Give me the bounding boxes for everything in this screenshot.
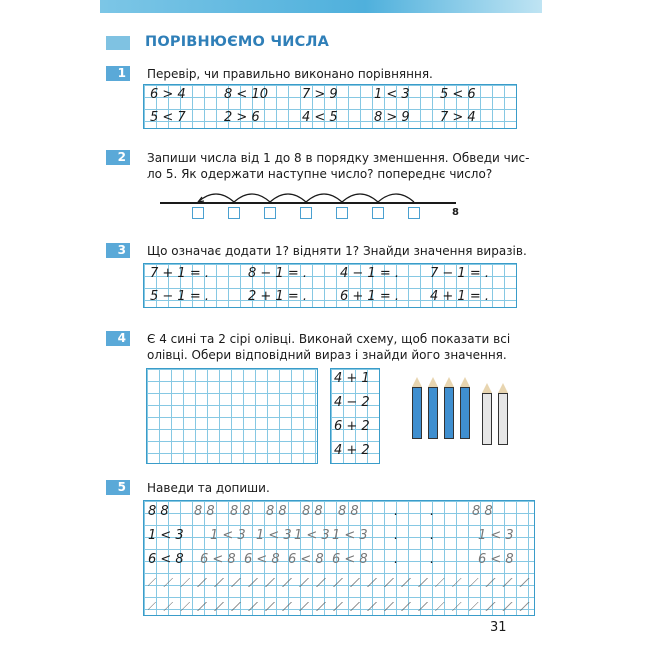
task-number-5: 5 xyxy=(106,480,130,495)
t1-r1-c4: 1 < 3 xyxy=(374,87,410,102)
t3-r2-c2: 2 + 1 = . xyxy=(248,289,307,304)
t1-r2-c4: 8 > 9 xyxy=(374,110,410,125)
t5-r2-trace-1: 1 < 3 xyxy=(210,528,246,543)
task-1-grid xyxy=(143,84,517,129)
task-5-grid[interactable] xyxy=(143,500,535,616)
task-number-1: 1 xyxy=(106,66,130,81)
t1-r1-c2: 8 < 10 xyxy=(224,87,268,102)
task-4-text-line-1: Є 4 сині та 2 сірі олівці. Виконай схему, щоб показати всі xyxy=(147,332,511,346)
t1-r1-c1: 6 > 4 xyxy=(150,87,186,102)
task-5-text: Наведи та допиши. xyxy=(147,481,270,495)
number-box-3[interactable] xyxy=(264,207,276,219)
title-marker xyxy=(106,36,130,50)
t5-r3-dot-2: . xyxy=(430,552,435,567)
t5-r1-trace-6: 8 8 xyxy=(472,504,493,519)
t5-r2-dot-1: . xyxy=(394,528,399,543)
t3-r1-c3: 4 − 1 = . xyxy=(340,266,399,281)
t5-r1-dot-1: . xyxy=(394,504,399,519)
task-3-text: Що означає додати 1? відняти 1? Знайди значення виразів. xyxy=(147,244,527,258)
t5-r2-dot-2: . xyxy=(430,528,435,543)
t5-r3-trace-1: 6 < 8 xyxy=(200,552,236,567)
t3-r1-c4: 7 − 1 = . xyxy=(430,266,489,281)
number-box-5[interactable] xyxy=(336,207,348,219)
top-color-band xyxy=(100,0,542,13)
t5-r3-trace-2: 6 < 8 xyxy=(244,552,280,567)
t1-r1-c5: 5 < 6 xyxy=(440,87,476,102)
t5-r3-trace-5: 6 < 8 xyxy=(478,552,514,567)
number-box-4[interactable] xyxy=(300,207,312,219)
t1-r2-c2: 2 > 6 xyxy=(224,110,260,125)
task-number-4: 4 xyxy=(106,331,130,346)
page-number: 31 xyxy=(490,620,507,635)
number-box-1[interactable] xyxy=(192,207,204,219)
t5-r3-model: 6 < 8 xyxy=(148,552,184,567)
number-box-2[interactable] xyxy=(228,207,240,219)
t1-r1-c3: 7 > 9 xyxy=(302,87,338,102)
t5-r3-dot-1: . xyxy=(394,552,399,567)
t5-r2-trace-2: 1 < 3 xyxy=(256,528,292,543)
t1-r2-c3: 4 < 5 xyxy=(302,110,338,125)
task-1-text: Перевір, чи правильно виконано порівняння. xyxy=(147,67,433,81)
t5-r2-trace-3: 1 < 3 xyxy=(294,528,330,543)
t5-slant-row-2 xyxy=(148,602,530,611)
number-line-end-label: 8 xyxy=(452,207,459,218)
t5-r1-trace-1: 8 8 xyxy=(194,504,215,519)
t5-r3-trace-3: 6 < 8 xyxy=(288,552,324,567)
t3-r2-c3: 6 + 1 = . xyxy=(340,289,399,304)
t5-r3-trace-4: 6 < 8 xyxy=(332,552,368,567)
t3-r1-c1: 7 + 1 = . xyxy=(150,266,209,281)
task-4-scheme-grid[interactable] xyxy=(146,368,318,464)
t5-r2-model: 1 < 3 xyxy=(148,528,184,543)
number-box-7[interactable] xyxy=(408,207,420,219)
t5-r2-trace-4: 1 < 3 xyxy=(332,528,368,543)
t1-r2-c1: 5 < 7 xyxy=(150,110,186,125)
t3-r1-c2: 8 − 1 = . xyxy=(248,266,307,281)
task-2-text-line-1: Запиши числа від 1 до 8 в порядку зменшення. Обведи чис- xyxy=(147,151,530,165)
workbook-page xyxy=(100,0,542,650)
number-line-axis xyxy=(160,202,456,204)
t4-expr-2: 4 − 2 xyxy=(334,395,370,410)
t4-expr-3: 6 + 2 xyxy=(334,419,370,434)
t5-r1-dot-2: . xyxy=(430,504,435,519)
t3-r2-c4: 4 + 1 = . xyxy=(430,289,489,304)
t5-r1-trace-3: 8 8 xyxy=(266,504,287,519)
t5-r1-trace-4: 8 8 xyxy=(302,504,323,519)
t5-r1-trace-5: 8 8 xyxy=(338,504,359,519)
page-title: ПОРІВНЮЄМО ЧИСЛА xyxy=(145,34,330,50)
t4-expr-4: 4 + 2 xyxy=(334,443,370,458)
t4-expr-1: 4 + 1 xyxy=(334,371,370,386)
number-box-6[interactable] xyxy=(372,207,384,219)
task-4-expressions-grid xyxy=(330,368,380,464)
t1-r2-c5: 7 > 4 xyxy=(440,110,476,125)
t5-r2-trace-5: 1 < 3 xyxy=(478,528,514,543)
task-2-text-line-2: ло 5. Як одержати наступне число? попереднє число? xyxy=(147,167,493,181)
t5-r1-model: 8 8 xyxy=(148,504,169,519)
task-3-grid xyxy=(143,263,517,308)
t5-r1-trace-2: 8 8 xyxy=(230,504,251,519)
task-number-3: 3 xyxy=(106,243,130,258)
t3-r2-c1: 5 − 1 = . xyxy=(150,289,209,304)
task-4-text-line-2: олівці. Обери відповідний вираз і знайди його значення. xyxy=(147,348,507,362)
task-number-2: 2 xyxy=(106,150,130,165)
t5-slant-row-1 xyxy=(148,578,530,587)
